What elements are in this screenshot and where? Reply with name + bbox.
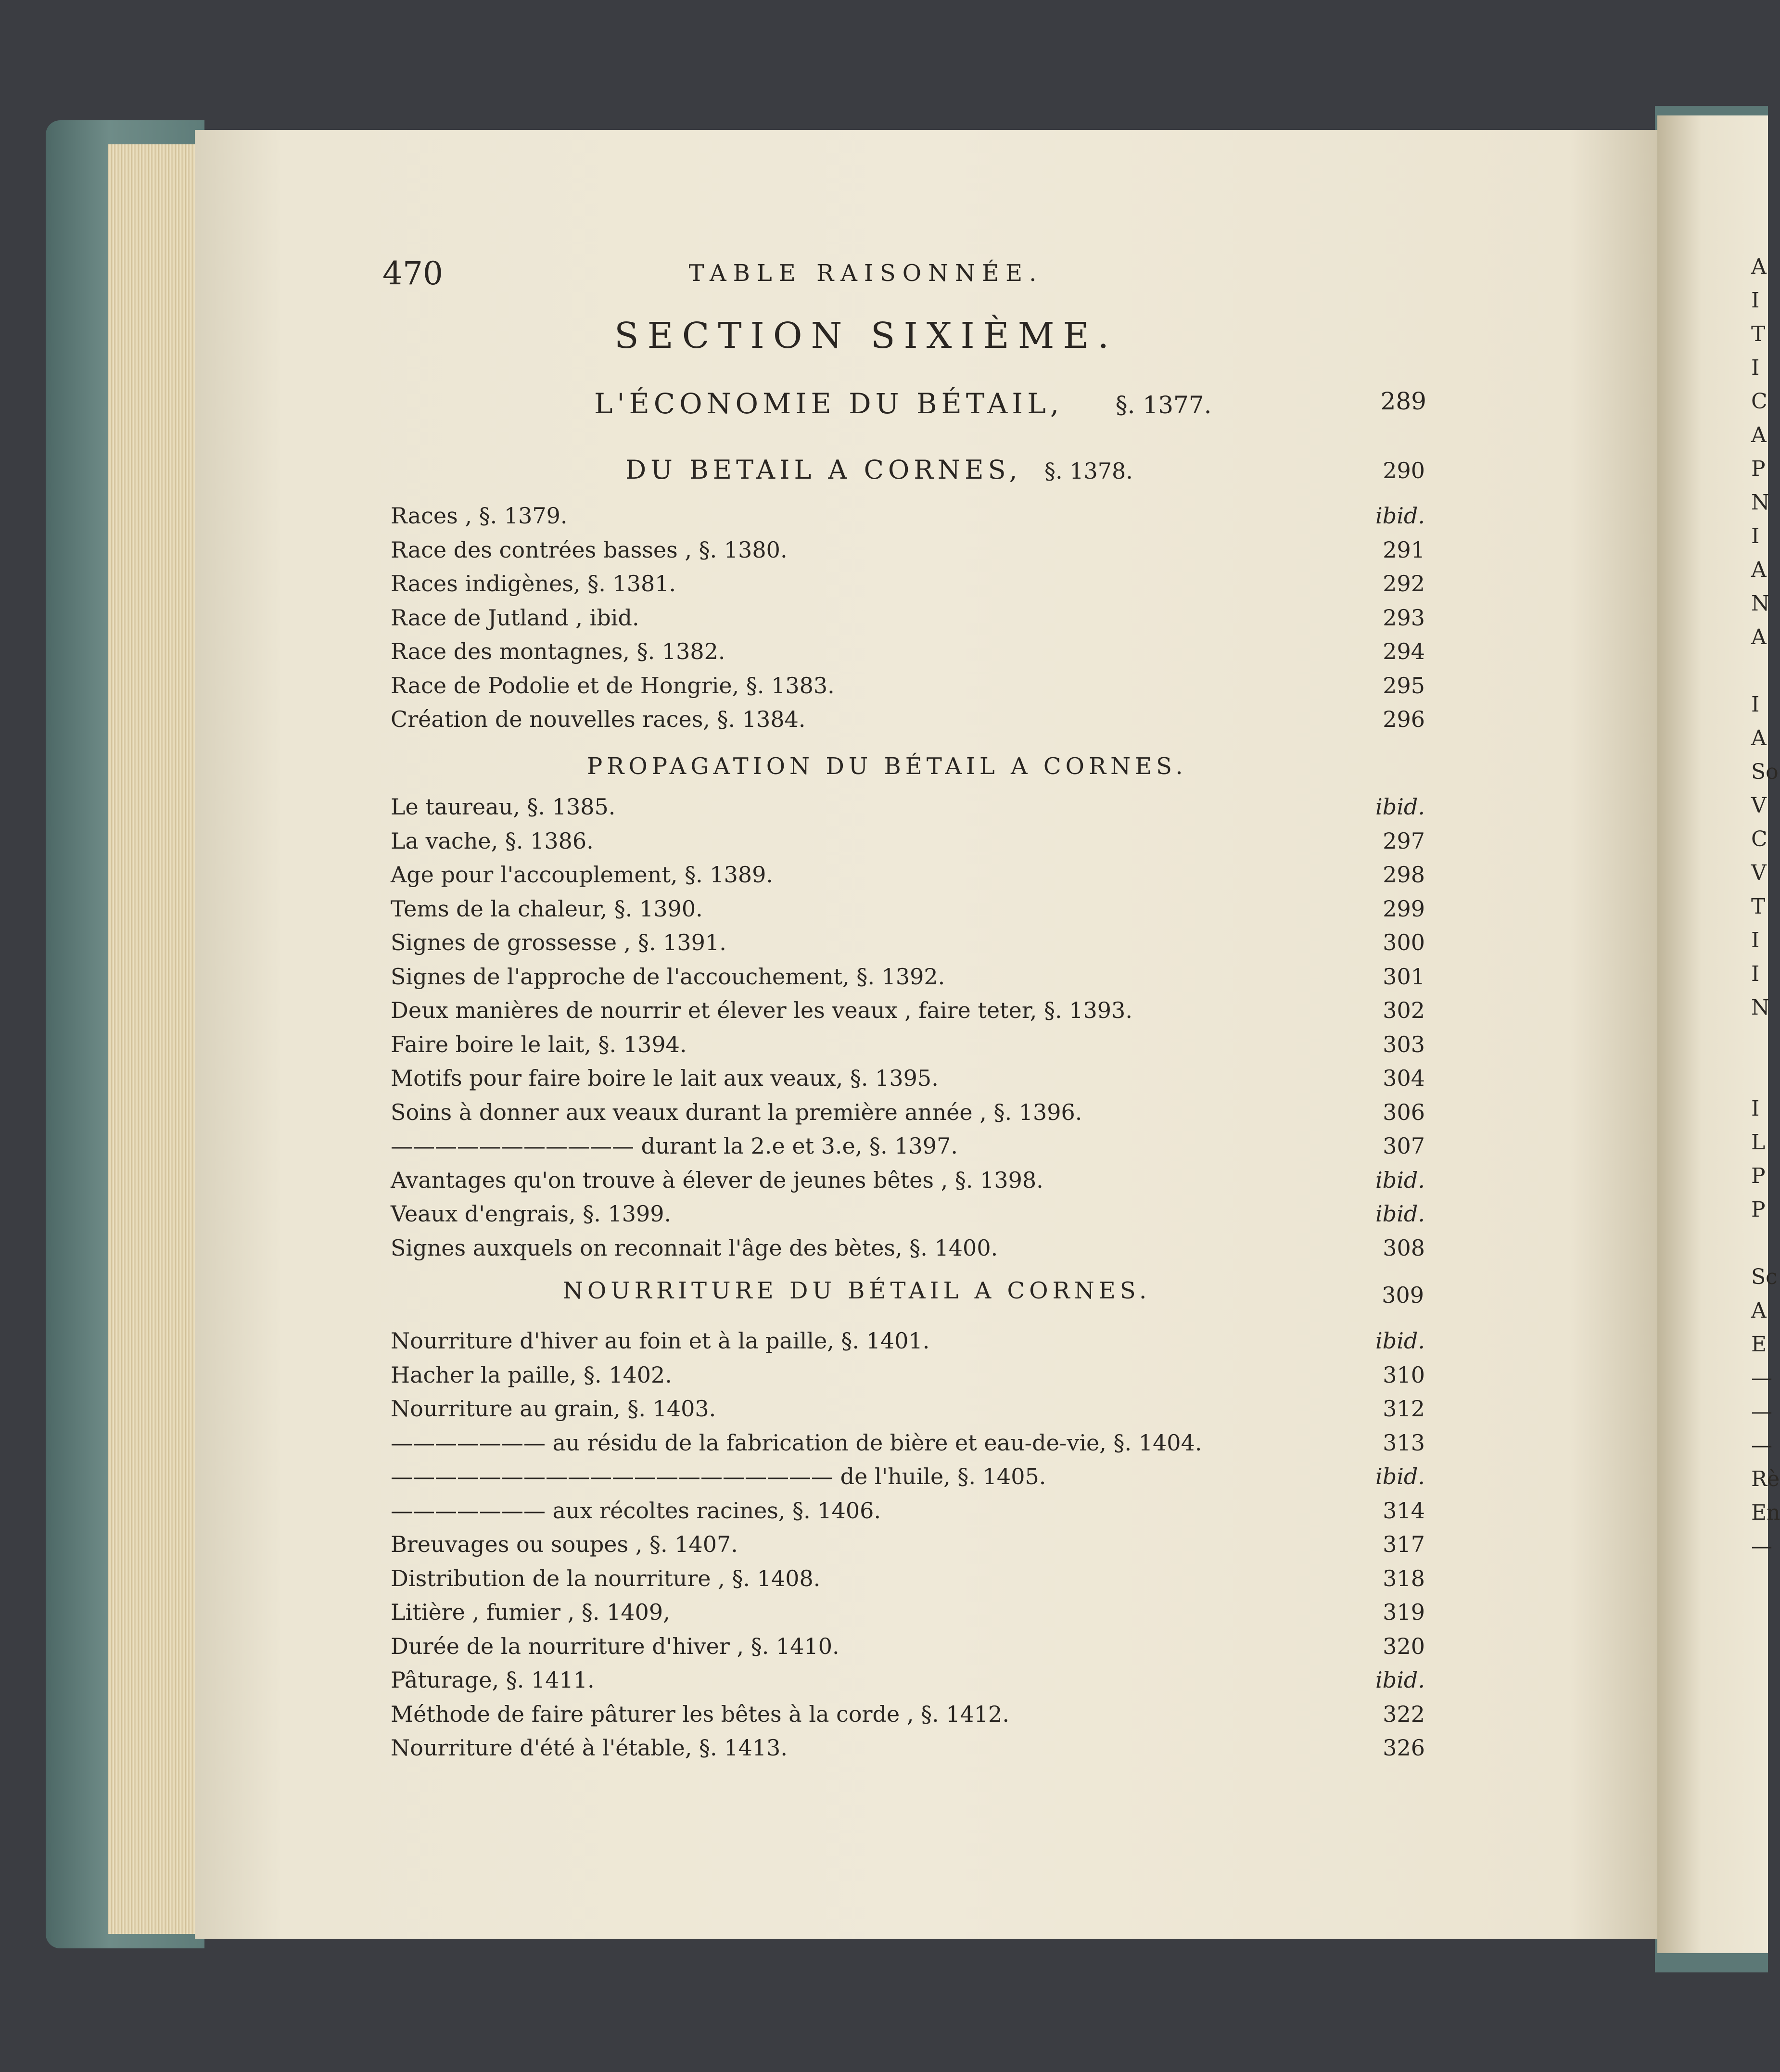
index-entry — [391, 1430, 1425, 1464]
index-entry — [391, 1531, 1425, 1566]
facing-page-letter: I — [1751, 288, 1760, 313]
facing-page-letter: A — [1751, 625, 1767, 649]
entry-page: 310 — [1383, 1361, 1425, 1388]
facing-page-letter: So — [1751, 760, 1779, 784]
index-entry — [391, 1633, 1425, 1668]
page-number: 470 — [382, 255, 443, 292]
entry-text: Deux manières de nourrir et élever les veaux , faire teter, §. 1393. — [391, 997, 1132, 1023]
heading-economie: L'ÉCONOMIE DU BÉTAIL, §. 1377. 289 — [594, 387, 1426, 420]
entry-text: Motifs pour faire boire le lait aux veaux, §. 1395. — [391, 1065, 939, 1091]
index-entry — [391, 1065, 1425, 1100]
index-entry — [391, 706, 1425, 741]
entry-text: Race des contrées basses , §. 1380. — [391, 536, 788, 563]
entry-page: 304 — [1383, 1065, 1425, 1091]
index-entry — [391, 1667, 1425, 1702]
facing-page-letter: — — [1751, 1534, 1772, 1559]
entry-page: 294 — [1383, 638, 1425, 664]
entry-text: Avantages qu'on trouve à élever de jeunes bêtes , §. 1398. — [391, 1167, 1043, 1193]
facing-page-letter: A — [1751, 726, 1767, 750]
index-entry — [391, 997, 1425, 1032]
entry-text: Soins à donner aux veaux durant la première année , §. 1396. — [391, 1099, 1082, 1125]
index-entry — [391, 794, 1425, 828]
facing-page-letter: L — [1751, 1130, 1766, 1155]
facing-page-letter: A — [1751, 1298, 1767, 1323]
entry-page: 303 — [1383, 1031, 1425, 1057]
entry-page: 296 — [1383, 706, 1425, 732]
entry-text: Tems de la chaleur, §. 1390. — [391, 895, 703, 922]
facing-page-letter — [1751, 1025, 1768, 1058]
entry-text: Race de Podolie et de Hongrie, §. 1383. — [391, 672, 835, 699]
facing-page-letter: Rè — [1751, 1467, 1780, 1491]
entry-page: ibid. — [1375, 1667, 1425, 1693]
entry-page: 302 — [1383, 997, 1425, 1023]
facing-page-letter: E — [1751, 1332, 1767, 1357]
entry-text: Hacher la paille, §. 1402. — [391, 1361, 672, 1388]
facing-page-letter: I — [1751, 928, 1760, 953]
index-entry — [391, 1498, 1425, 1532]
facing-page-letter — [1751, 654, 1768, 688]
entry-page: ibid. — [1375, 503, 1425, 529]
index-entry — [391, 828, 1425, 863]
entry-text: Signes de grossesse , §. 1391. — [391, 929, 726, 955]
index-entry — [391, 896, 1425, 930]
entry-page: ibid. — [1375, 794, 1425, 820]
entry-text: Signes auxquels on reconnait l'âge des bètes, §. 1400. — [391, 1234, 998, 1261]
facing-page-letter: I — [1751, 524, 1760, 548]
facing-page-letter: V — [1751, 861, 1767, 885]
entry-page: 291 — [1383, 536, 1425, 563]
index-entry — [391, 1396, 1425, 1430]
facing-page-letter: N — [1751, 490, 1770, 515]
entry-text: Nourriture d'hiver au foin et à la paille, §. 1401. — [391, 1328, 930, 1354]
entry-page: 301 — [1383, 963, 1425, 990]
entry-page: 308 — [1383, 1234, 1425, 1261]
section-title: SECTION SIXIÈME. — [614, 315, 1118, 356]
entry-page: 317 — [1383, 1531, 1425, 1557]
facing-page-letter: I — [1751, 962, 1760, 986]
entry-text: Durée de la nourriture d'hiver , §. 1410. — [391, 1633, 839, 1659]
index-entry — [391, 605, 1425, 639]
entry-page: 293 — [1383, 604, 1425, 631]
entry-text: Nourriture au grain, §. 1403. — [391, 1396, 716, 1422]
facing-page-letter: N — [1751, 591, 1770, 616]
running-head: TABLE RAISONNÉE. — [688, 260, 1043, 287]
index-entry — [391, 571, 1425, 605]
heading-betail: DU BETAIL A CORNES, §. 1378. 290 — [625, 455, 1425, 485]
entry-page: 312 — [1383, 1396, 1425, 1422]
entry-text: Age pour l'accouplement, §. 1389. — [391, 862, 774, 888]
facing-page-letter — [1751, 1227, 1768, 1260]
entry-page: 313 — [1383, 1429, 1425, 1456]
entry-text: Distribution de la nourriture , §. 1408. — [391, 1565, 821, 1591]
entry-text: Races , §. 1379. — [391, 503, 568, 529]
entry-text: ——————————— durant la 2.e et 3.e, §. 1397. — [391, 1133, 958, 1159]
entry-page: 295 — [1383, 672, 1425, 699]
index-entry — [391, 1362, 1425, 1397]
facing-page-letter: A — [1751, 423, 1767, 447]
facing-page-letter: A — [1751, 254, 1767, 279]
entry-page: 298 — [1383, 862, 1425, 888]
entry-text: Breuvages ou soupes , §. 1407. — [391, 1531, 738, 1557]
index-entry — [391, 1133, 1425, 1168]
index-entry — [391, 1701, 1425, 1736]
entry-page: 306 — [1383, 1099, 1425, 1125]
facing-page-letter: — — [1751, 1399, 1772, 1424]
entry-page: ibid. — [1375, 1201, 1425, 1227]
entry-page: ibid. — [1375, 1167, 1425, 1193]
index-entry — [391, 964, 1425, 998]
entry-text: ———————————————————— de l'huile, §. 1405. — [391, 1463, 1046, 1489]
facing-page-letter: C — [1751, 389, 1767, 414]
facing-page-letter — [1751, 1058, 1768, 1092]
index-entry — [391, 1565, 1425, 1600]
entry-text: Race de Jutland , ibid. — [391, 604, 639, 631]
facing-page-letter: C — [1751, 827, 1767, 852]
entry-page: 322 — [1383, 1701, 1425, 1727]
facing-page-letter: — — [1751, 1433, 1772, 1458]
facing-page-letter: N — [1751, 995, 1770, 1020]
entry-page: 326 — [1383, 1735, 1425, 1761]
entry-text: Méthode de faire pâturer les bêtes à la corde , §. 1412. — [391, 1701, 1010, 1727]
entry-text: Le taureau, §. 1385. — [391, 794, 616, 820]
entry-page: ibid. — [1375, 1328, 1425, 1354]
entry-text: Veaux d'engrais, §. 1399. — [391, 1201, 672, 1227]
entry-text: La vache, §. 1386. — [391, 827, 594, 854]
heading-nourriture: NOURRITURE DU BÉTAIL A CORNES. 309 — [563, 1277, 1424, 1308]
facing-page-letter: En — [1751, 1500, 1780, 1525]
entry-page: 307 — [1383, 1133, 1425, 1159]
entry-text: Pâturage, §. 1411. — [391, 1667, 595, 1693]
entry-text: ——————— au résidu de la fabrication de bière et eau-de-vie, §. 1404. — [391, 1429, 1202, 1456]
index-entry — [391, 1031, 1425, 1066]
index-entry — [391, 1235, 1425, 1270]
index-entry — [391, 1167, 1425, 1202]
entry-text: Nourriture d'été à l'étable, §. 1413. — [391, 1735, 788, 1761]
page-edges — [108, 144, 204, 1934]
index-entry — [391, 638, 1425, 673]
entry-text: ——————— aux récoltes racines, §. 1406. — [391, 1497, 881, 1524]
index-entry — [391, 862, 1425, 896]
facing-page-letter: T — [1751, 894, 1766, 919]
entry-page: 300 — [1383, 929, 1425, 955]
entry-text: Création de nouvelles races, §. 1384. — [391, 706, 806, 732]
entry-page: 314 — [1383, 1497, 1425, 1524]
facing-page-letter: V — [1751, 793, 1767, 818]
entry-text: Races indigènes, §. 1381. — [391, 571, 676, 597]
facing-page-letter: I — [1751, 1096, 1760, 1121]
entry-page: 297 — [1383, 827, 1425, 854]
index-entry — [391, 1599, 1425, 1634]
entry-text: Race des montagnes, §. 1382. — [391, 638, 725, 664]
entry-page: 319 — [1383, 1599, 1425, 1625]
entry-text: Signes de l'approche de l'accouchement, §. 1392. — [391, 963, 945, 990]
heading-propagation: PROPAGATION DU BÉTAIL A CORNES. — [587, 753, 1187, 780]
facing-page-text — [1751, 250, 1780, 1564]
facing-page-letter: T — [1751, 322, 1766, 346]
facing-page-letter: I — [1751, 356, 1760, 380]
facing-page-letter: P — [1751, 1197, 1766, 1222]
index-entry — [391, 1201, 1425, 1235]
facing-page-letter: A — [1751, 558, 1767, 582]
entry-page: 299 — [1383, 895, 1425, 922]
entry-page: 318 — [1383, 1565, 1425, 1591]
facing-page-letter: P — [1751, 1164, 1766, 1188]
entry-text: Litière , fumier , §. 1409, — [391, 1599, 670, 1625]
facing-page-letter: Sc — [1751, 1265, 1778, 1289]
facing-page-letter: — — [1751, 1366, 1772, 1390]
index-entry — [391, 1099, 1425, 1134]
index-entry — [391, 537, 1425, 572]
entry-page: ibid. — [1375, 1463, 1425, 1489]
entry-text: Faire boire le lait, §. 1394. — [391, 1031, 687, 1057]
facing-page-letter: I — [1751, 692, 1760, 717]
index-entry — [391, 1463, 1425, 1498]
index-entry — [391, 1328, 1425, 1362]
index-entry — [391, 1735, 1425, 1769]
index-entry — [391, 929, 1425, 964]
index-entry — [391, 673, 1425, 707]
entry-page: 292 — [1383, 571, 1425, 597]
facing-page-letter: P — [1751, 457, 1766, 481]
entry-page: 320 — [1383, 1633, 1425, 1659]
index-entry — [391, 503, 1425, 537]
